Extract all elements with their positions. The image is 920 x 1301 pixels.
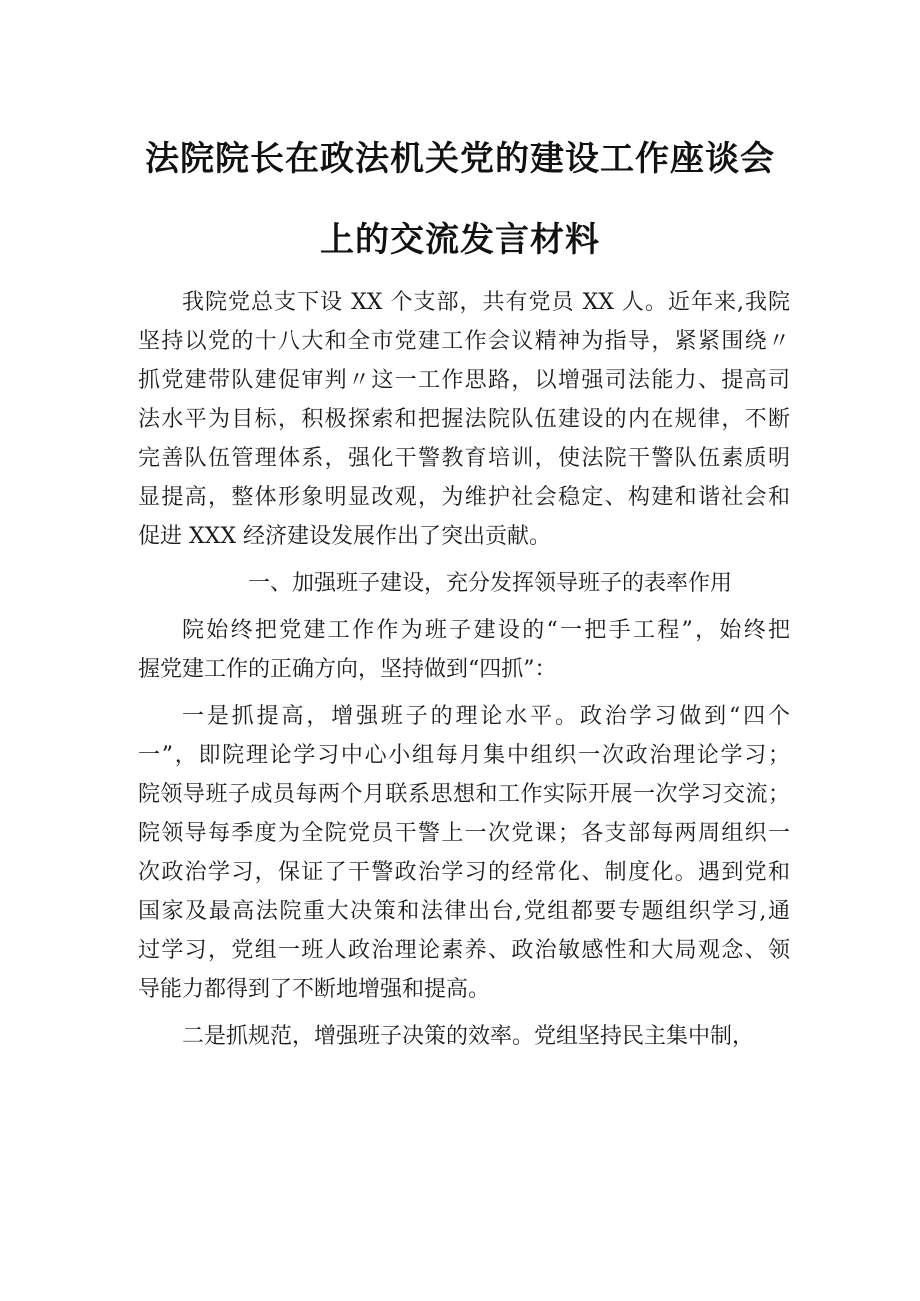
paragraph-1-line-1: 我院党总支下设 XX 个支部，共有党员 XX 人。近年来,我院 — [182, 290, 790, 315]
paragraph-3-line-4: 院领导每季度为全院党员干警上一次党课；各支部每两周组织一 — [138, 821, 790, 846]
paragraph-3-line-6: 国家及最高法院重大决策和法律出台,党组都要专题组织学习,通 — [138, 899, 790, 924]
document-body — [138, 283, 790, 1056]
paragraph-3-line-5: 次政治学习，保证了干警政治学习的经常化、制度化。遇到党和 — [138, 860, 790, 885]
paragraph-3-line-7: 过学习，党组一班人政治理论素养、政治敏感性和大局观念、领 — [138, 938, 790, 963]
paragraph-3-line-1: 一是抓提高，增强班子的理论水平。政治学习做到“四个 — [182, 704, 790, 729]
section-heading-1: 一、加强班子建设，充分发挥领导班子的表率作用 — [248, 571, 733, 596]
document-title-line-2: 上的交流发言材料 — [320, 220, 600, 260]
paragraph-2-line-2: 握党建工作的正确方向，坚持做到“四抓”： — [138, 657, 557, 682]
paragraph-1-line-2: 坚持以党的十八大和全市党建工作会议精神为指导，紧紧围绕〃 — [138, 329, 790, 354]
paragraph-1-line-6: 显提高，整体形象明显改观，为维护社会稳定、构建和谐社会和 — [138, 485, 790, 510]
paragraph-1-line-4: 法水平为目标，积极探索和把握法院队伍建设的内在规律，不断 — [138, 407, 790, 432]
paragraph-3-line-2: 一”，即院理论学习中心小组每月集中组织一次政治理论学习； — [138, 743, 790, 768]
document-title-line-1: 法院院长在政法机关党的建设工作座谈会 — [145, 139, 775, 179]
paragraph-3-line-8: 导能力都得到了不断地增强和提高。 — [138, 977, 491, 1002]
paragraph-1-line-5: 完善队伍管理体系，强化干警教育培训，使法院干警队伍素质明 — [138, 446, 790, 471]
paragraph-2-line-1: 院始终把党建工作作为班子建设的“一把手工程”，始终把 — [182, 618, 790, 643]
paragraph-1-line-3: 抓党建带队建促审判〃这一工作思路，以增强司法能力、提高司 — [138, 368, 790, 393]
paragraph-1-line-7: 促进 XXX 经济建设发展作出了突出贡献。 — [138, 524, 551, 549]
paragraph-3-line-3: 院领导班子成员每两个月联系思想和工作实际开展一次学习交流； — [138, 782, 790, 807]
paragraph-4-line-1: 二是抓规范，增强班子决策的效率。党组坚持民主集中制， — [182, 1024, 755, 1049]
